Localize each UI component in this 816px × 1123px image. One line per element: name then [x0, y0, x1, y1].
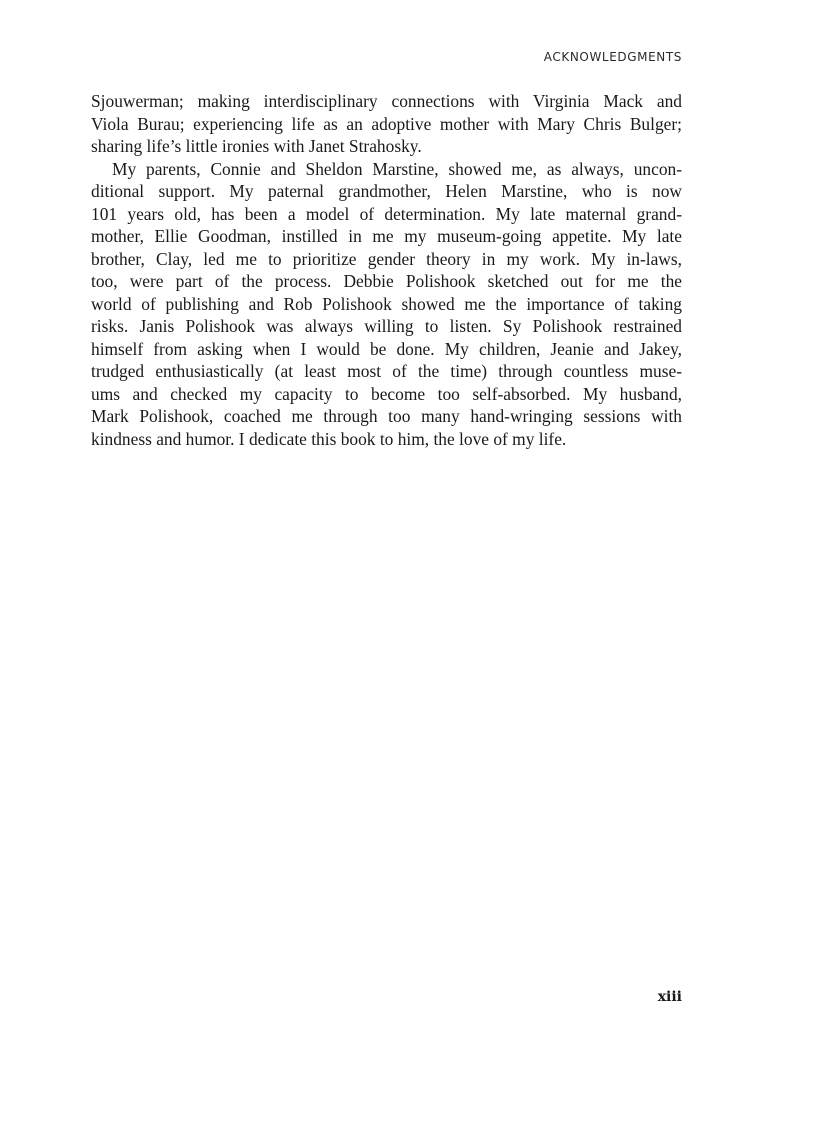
- text-line: risks. Janis Polishook was always willing to listen. Sy Polishook restrained: [91, 316, 682, 336]
- text-line: world of publishing and Rob Polishook showed me the importance of taking: [91, 293, 682, 314]
- text-line: too, were part of the process. Debbie Polishook sketched out for me the: [91, 271, 682, 291]
- text-line: ums and checked my capacity to become too self-absorbed. My husband,: [91, 383, 682, 404]
- text-line: Viola Burau; experiencing life as an adoptive mother with Mary Chris Bulger;: [91, 113, 682, 134]
- text-line: himself from asking when I would be done. My children, Jeanie and Jakey,: [91, 338, 682, 359]
- text-line: trudged enthusiastically (at least most of the time) through countless muse-: [91, 361, 682, 381]
- text-line: kindness and humor. I dedicate this book to him, the love of my life.: [91, 428, 567, 449]
- text-line: ditional support. My paternal grandmother, Helen Marstine, who is now: [91, 181, 682, 201]
- text-line: Sjouwerman; making interdisciplinary connections with Virginia Mack and: [91, 91, 682, 111]
- text-line: mother, Ellie Goodman, instilled in me my museum-going appetite. My late: [91, 226, 682, 246]
- text-line: 101 years old, has been a model of determination. My late maternal grand-: [91, 203, 682, 224]
- text-line: My parents, Connie and Sheldon Marstine, showed me, as always, uncon-: [112, 158, 682, 179]
- text-line: Mark Polishook, coached me through too many hand-wringing sessions with: [91, 406, 682, 426]
- running-head: ACKNOWLEDGMENTS: [543, 50, 682, 64]
- text-line: brother, Clay, led me to prioritize gender theory in my work. My in-laws,: [91, 248, 682, 269]
- text-line: sharing life’s little ironies with Janet Strahosky.: [91, 136, 422, 156]
- page-number: xiii: [657, 989, 682, 1005]
- body-text: [91, 90, 682, 450]
